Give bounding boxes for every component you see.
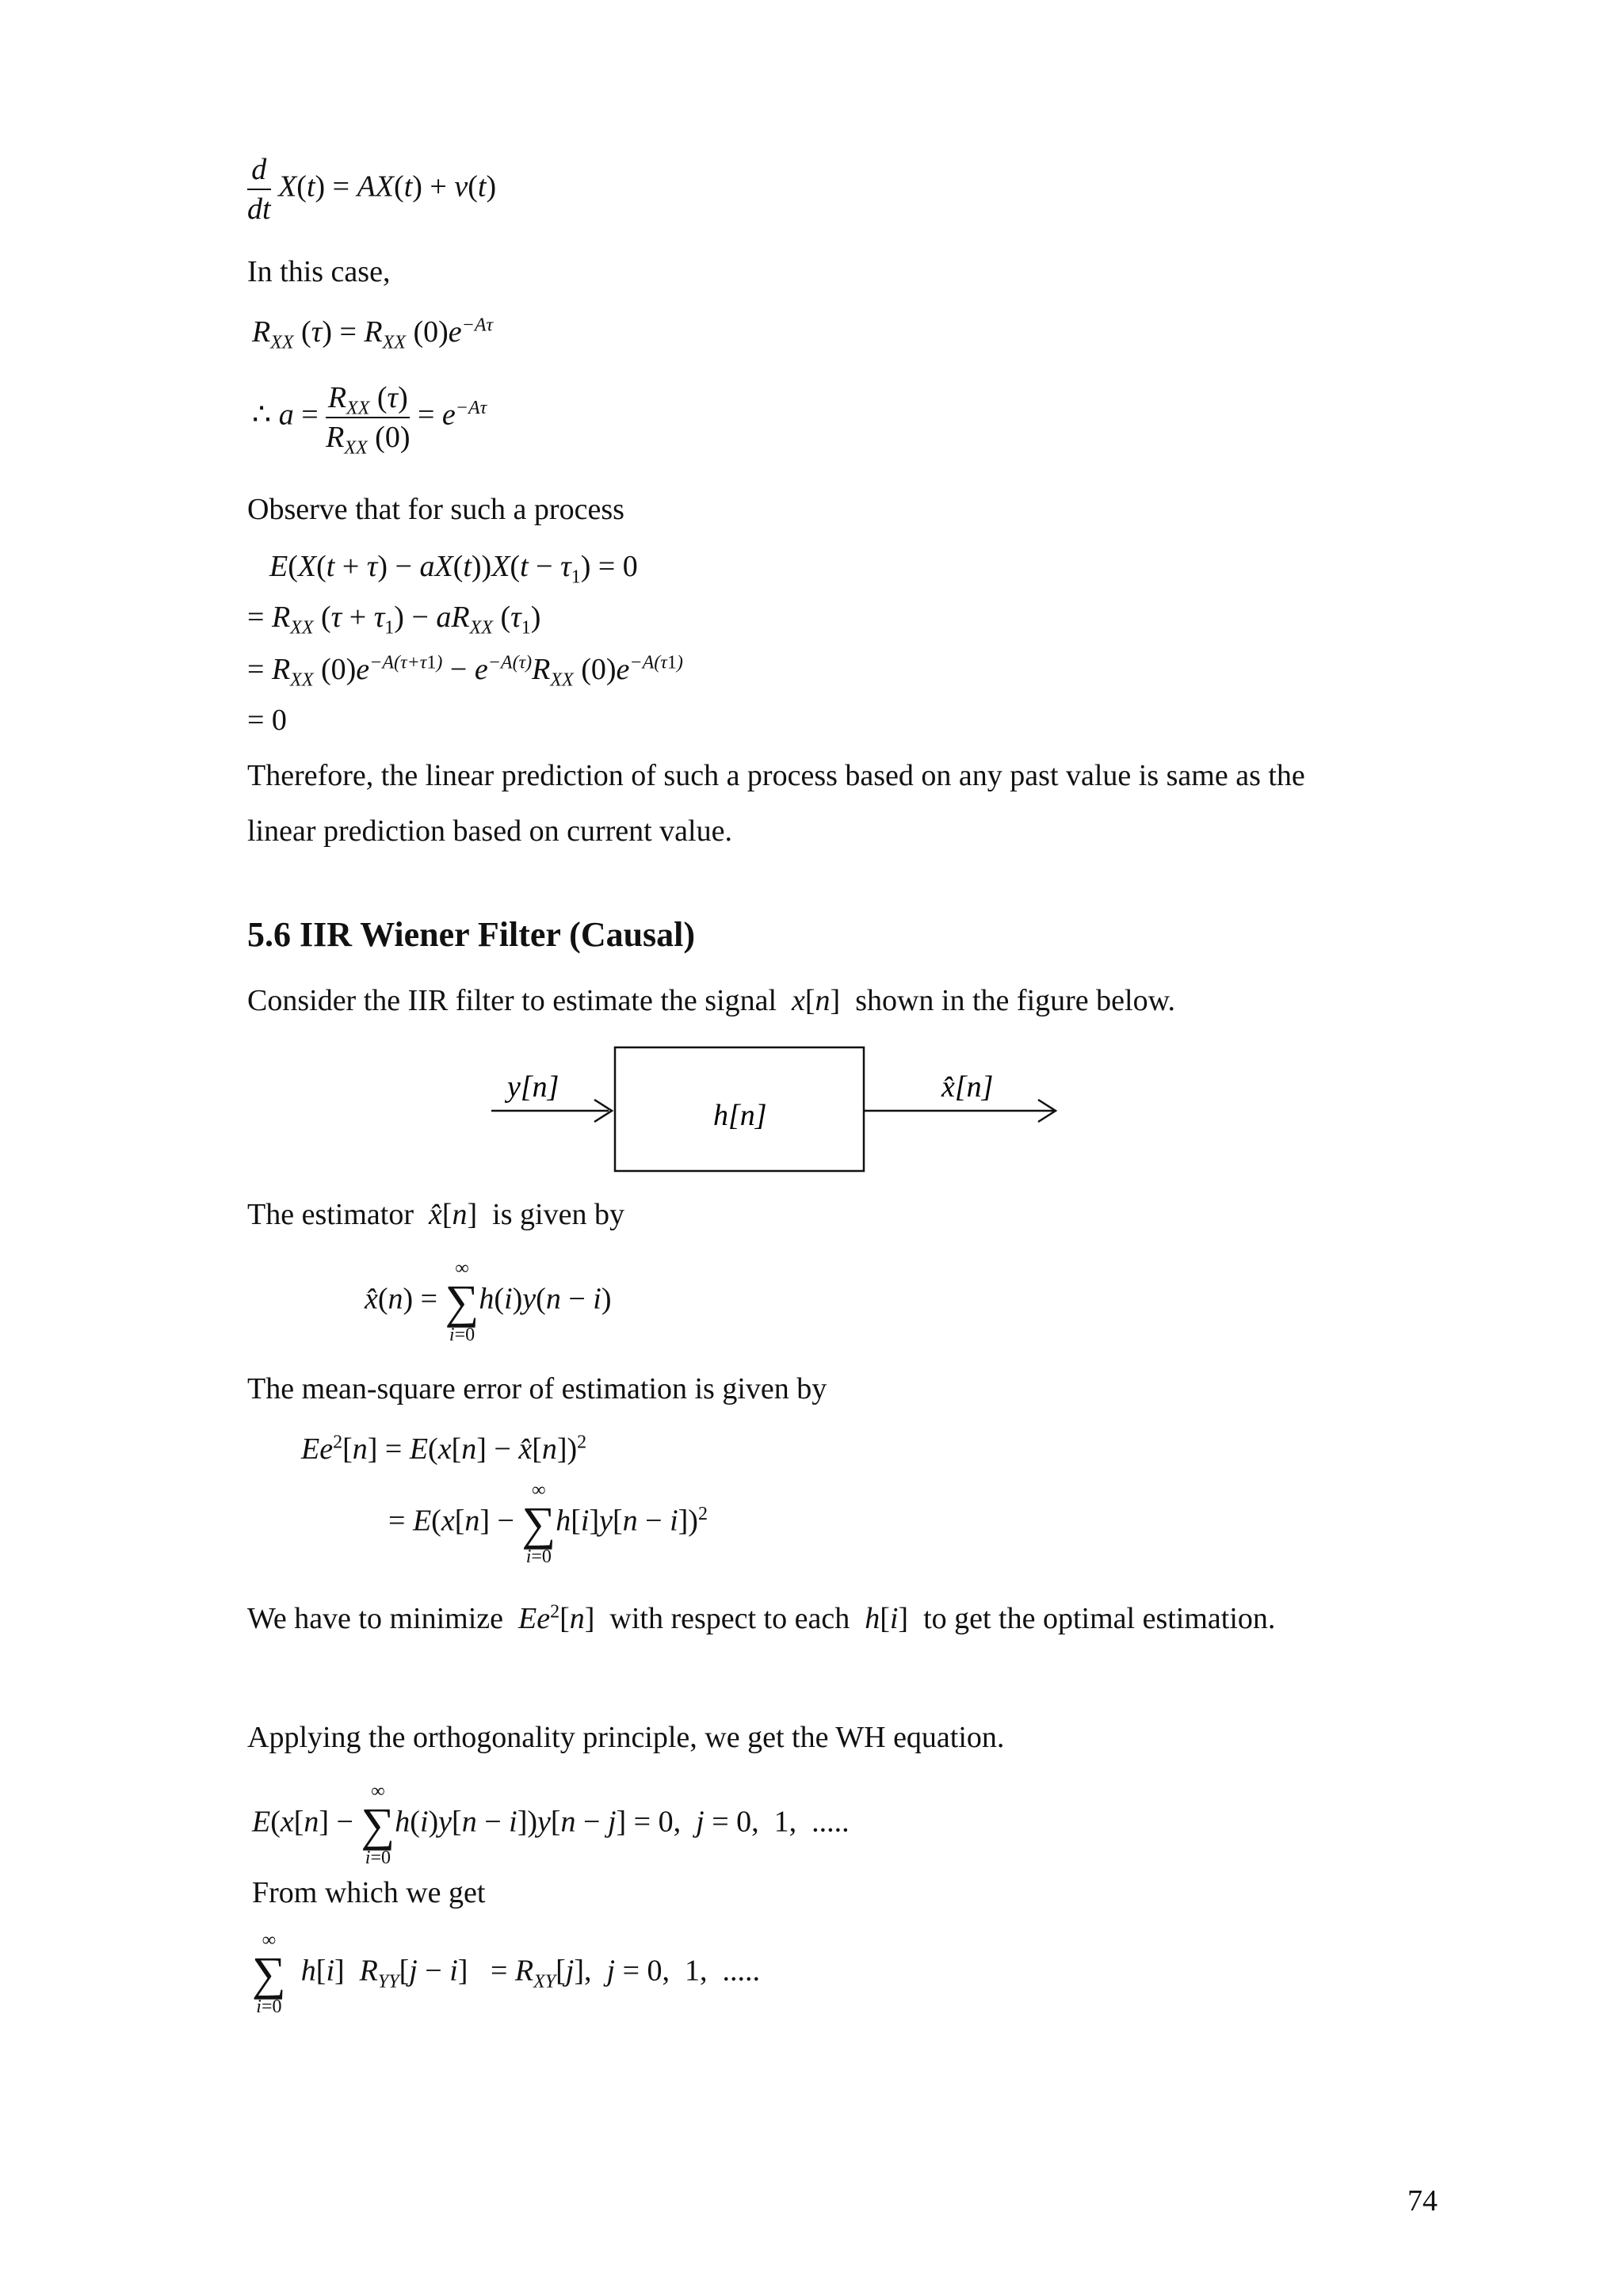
math-ee2-n: Ee$^2$[n] [510,1601,595,1635]
equation-orthogonality: E(x[n] − ∞ ∑ i=0 h(i)y[n − i])y[n − j] = 0, j = 0, 1, ..... [252,1781,850,1868]
math-h-i: h[i] [857,1602,909,1635]
equation-mse-1: $Ee^2[n] = E(x[n]$ − x̂[n])$^2$ [301,1432,587,1466]
equation-mse-2: = E(x[n] − ∞ ∑ i=0 h[i]y[n − i])$^2$ [388,1480,708,1567]
text-minimize-c: to get the optimal estimation. [923,1602,1276,1635]
text-minimize [247,1600,1275,1637]
text-estimator-a: The estimator [247,1198,414,1231]
math-x-n: x[n] [784,984,841,1017]
text-consider-a: Consider the IIR filter to estimate the signal [247,984,777,1017]
diagram-input-label: y[n] [507,1070,559,1104]
text-minimize-a: We have to minimize [247,1602,503,1635]
text-therefore-line-2: linear prediction based on current value. [247,814,732,848]
text-observe: Observe that for such a process [247,493,624,526]
text-therefore-line-1: Therefore, the linear prediction of such a process based on any past value is same as the [247,759,1305,792]
diagram-block-label: h[n] [713,1099,767,1132]
equation-state-model: $\frac{d}{dt}$ X(t) = AX(t) + v(t) [247,151,496,228]
equation-derivation-1: $E(X(t + \tau) - aX(t))X(t - \tau_1) = 0$ [269,550,638,588]
text-mse: The mean-square error of estimation is given by [247,1372,827,1405]
equation-derivation-2: = $R_{XX}$ $(\tau + \tau_1) - aR_{XX}$ $(\tau_1)$ [247,601,541,639]
text-minimize-b: with respect to each [609,1602,850,1635]
diagram-output-label: x̂[n] [941,1070,994,1104]
math-xhat-n: x̂[n] [421,1198,478,1231]
equation-autocorrelation: $R_{XX}$ $(\tau) = R_{XX}$ $(0)e^{-A\tau}$ [252,315,494,353]
filter-block-diagram [475,1038,1078,1180]
text-consider [247,982,1175,1019]
text-from-which: From which we get [252,1876,486,1909]
equation-a-ratio: ∴ a = $\frac{R_{XX} (\tau)}{R_{XX} (0)}$ = $e^{-A\tau}$ [252,381,487,459]
text-estimator [247,1196,624,1233]
equation-derivation-4: = 0 [247,704,287,737]
text-applying: Applying the orthogonality principle, we get the WH equation. [247,1721,1005,1754]
equation-estimator: x̂(n) = ∞ ∑ i=0 h(i)y(n − i) [365,1258,612,1345]
text-in-this-case: In this case, [247,255,391,288]
page-number: 74 [1407,2184,1438,2218]
equation-derivation-3: = $R_{XX}$ $(0)e^{-A(\tau+\tau 1)} - e^{-A(\tau)}R_{XX}$ $(0)e^{-A(\tau 1)}$ [247,652,683,691]
text-consider-b: shown in the figure below. [855,984,1176,1017]
text-estimator-b: is given by [492,1198,624,1231]
section-heading: 5.6 IIR Wiener Filter (Causal) [247,915,696,954]
equation-wiener-hopf: ∞ ∑ i=0 h[i] $R_{YY}[j - i] = R_{XY}[j]$, j = 0, 1, ..... [252,1930,760,2017]
